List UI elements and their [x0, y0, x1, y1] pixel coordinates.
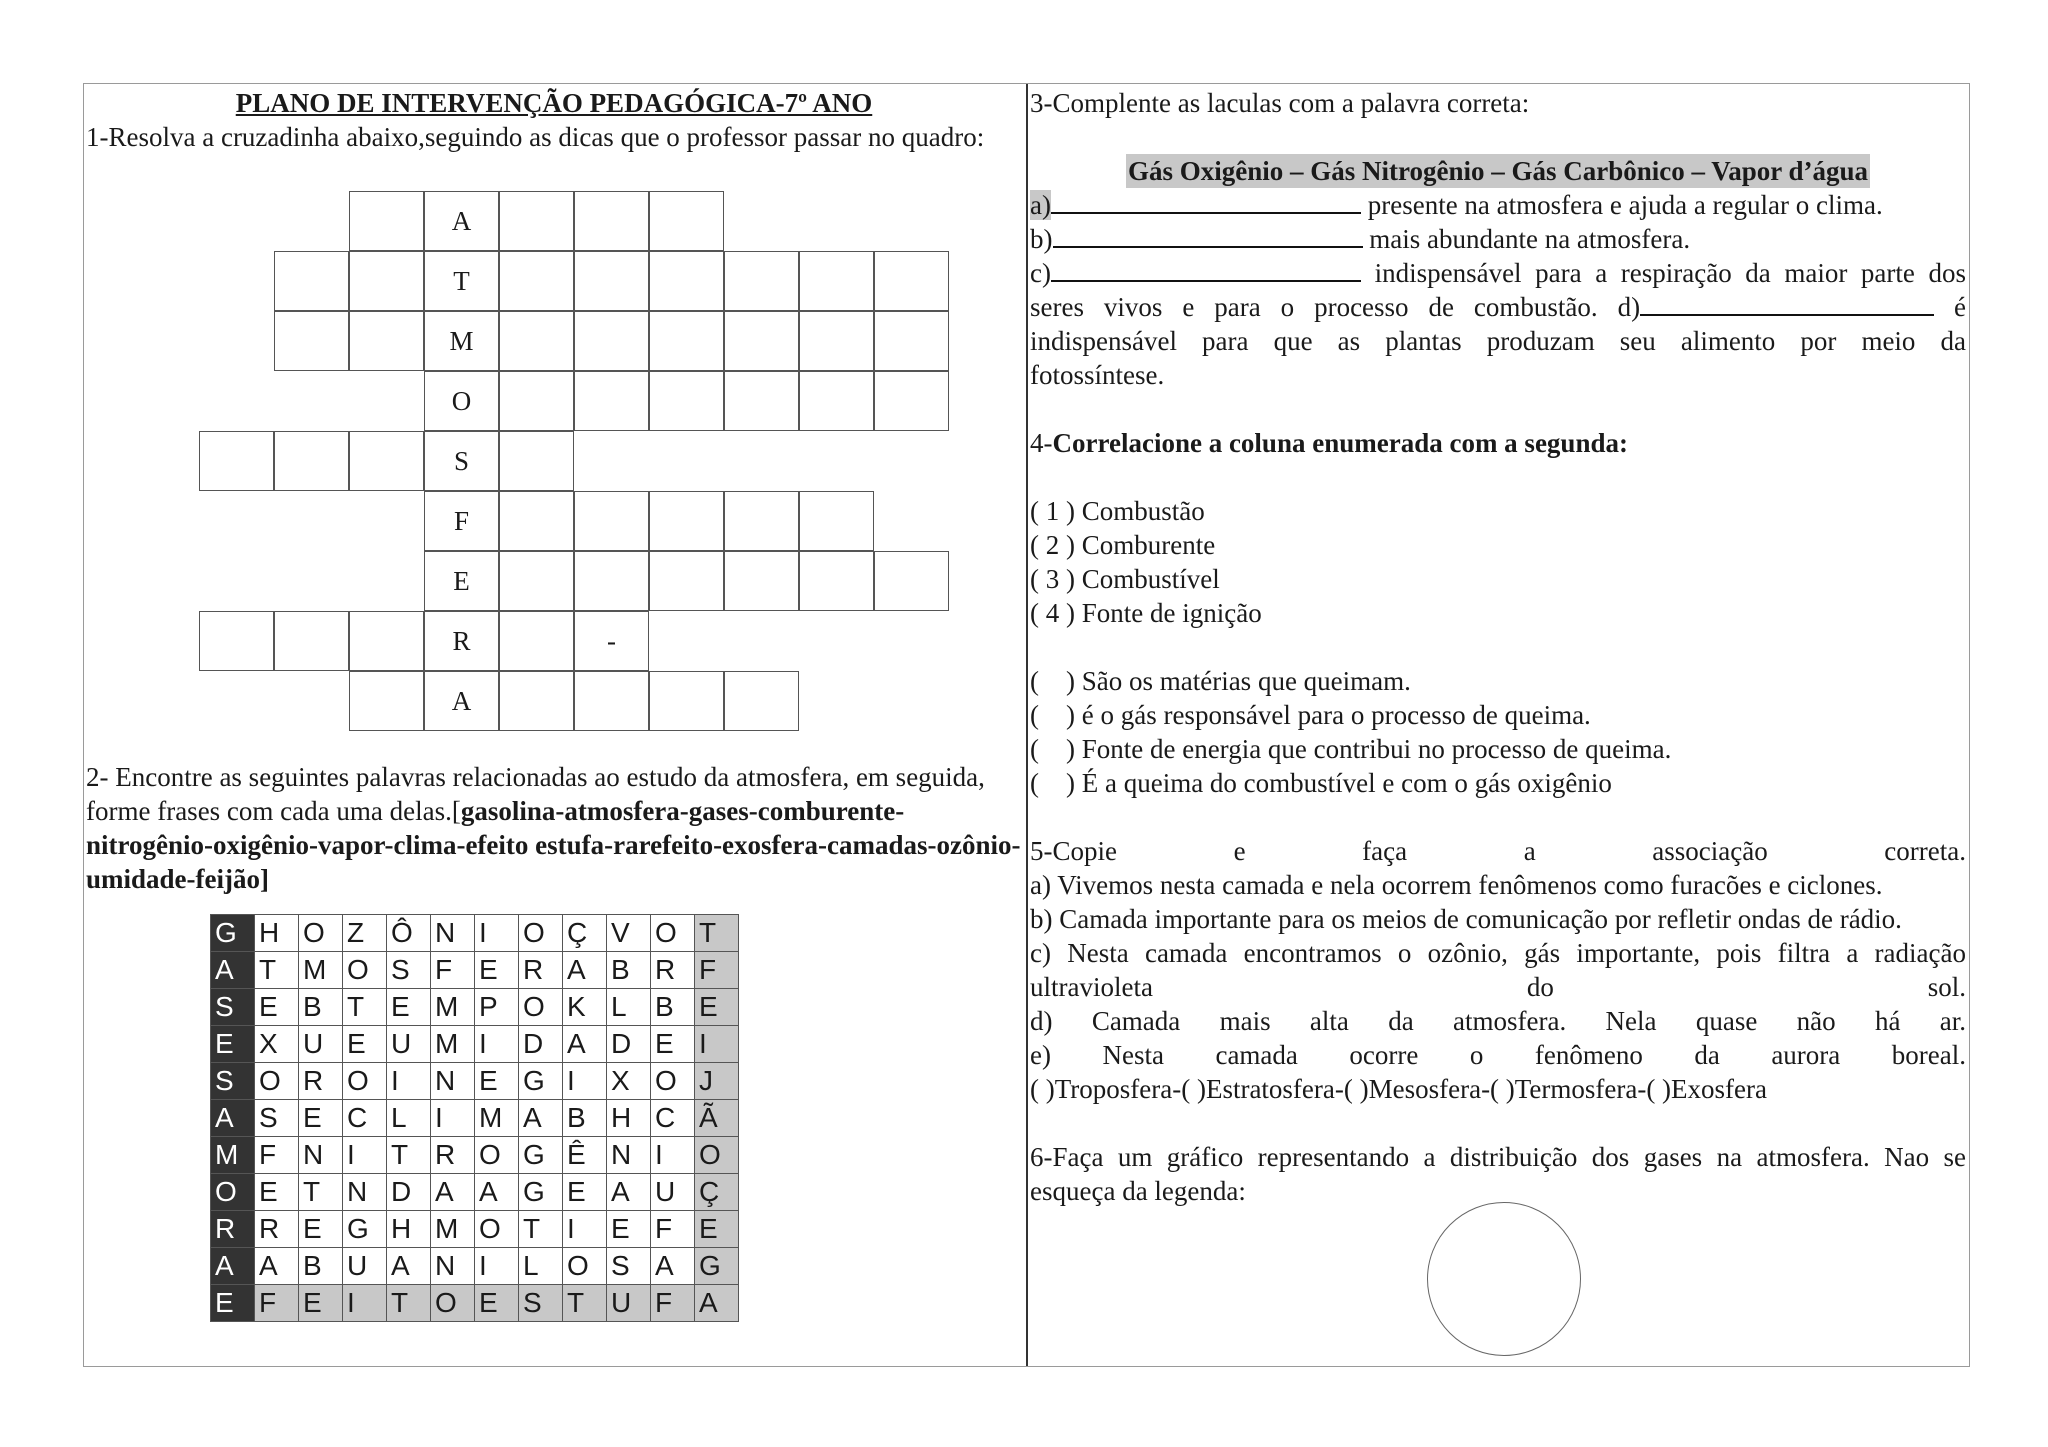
word-search-cell[interactable]: A — [211, 952, 255, 989]
word-search-cell[interactable]: N — [431, 1063, 475, 1100]
crossword-key-cell[interactable]: A — [424, 671, 499, 731]
crossword-cell[interactable] — [499, 611, 574, 671]
word-search-cell[interactable]: E — [211, 1026, 255, 1063]
word-search-cell[interactable]: R — [299, 1063, 343, 1100]
word-search-cell[interactable]: B — [651, 989, 695, 1026]
crossword-key-cell[interactable]: T — [424, 251, 499, 311]
word-search-cell[interactable]: M — [475, 1100, 519, 1137]
question-2-intro: 2- Encontre as seguintes palavras relacionadas ao estudo da atmosfera, em seguida, forme frases com cada uma delas.[ — [86, 762, 985, 826]
crossword-cell[interactable] — [499, 251, 574, 311]
word-search-cell[interactable]: O — [563, 1248, 607, 1285]
question-4-item: ( 4 ) Fonte de ignição — [1030, 598, 1262, 628]
word-search-cell[interactable]: Z — [343, 915, 387, 952]
word-search-cell[interactable]: A — [651, 1248, 695, 1285]
word-search-cell[interactable]: E — [255, 989, 299, 1026]
word-search-cell[interactable]: A — [475, 1174, 519, 1211]
question-4-answer: ( ) Fonte de energia que contribui no processo de queima. — [1030, 734, 1672, 764]
word-search-cell[interactable]: I — [387, 1063, 431, 1100]
word-search-cell[interactable]: B — [299, 989, 343, 1026]
crossword-cell[interactable] — [874, 251, 949, 311]
word-search-cell[interactable]: X — [255, 1026, 299, 1063]
crossword-cell[interactable] — [349, 191, 424, 251]
crossword-key-cell[interactable]: M — [424, 311, 499, 371]
word-search-cell[interactable]: T — [387, 1137, 431, 1174]
word-search-cell[interactable]: O — [343, 952, 387, 989]
crossword-cell[interactable] — [499, 311, 574, 371]
crossword-cell[interactable] — [499, 491, 574, 551]
word-search-cell[interactable]: E — [299, 1285, 343, 1322]
word-search-cell[interactable]: G — [211, 915, 255, 952]
pie-chart-circle — [1427, 1202, 1581, 1356]
crossword-cell[interactable] — [799, 551, 874, 611]
word-search-cell[interactable]: Ô — [387, 915, 431, 952]
question-5-layers: ( )Troposfera-( )Estratosfera-( )Mesosfera-( )Termosfera-( )Exosfera — [1030, 1074, 1768, 1104]
word-search-cell[interactable]: O — [651, 1063, 695, 1100]
word-search-cell[interactable]: E — [475, 1285, 519, 1322]
word-search-cell[interactable]: S — [519, 1285, 563, 1322]
crossword-key-cell[interactable]: O — [424, 371, 499, 431]
word-search-cell[interactable]: O — [255, 1063, 299, 1100]
word-search-cell[interactable]: L — [607, 989, 651, 1026]
word-search-cell[interactable]: N — [299, 1137, 343, 1174]
crossword-cell[interactable] — [724, 491, 799, 551]
crossword-cell[interactable] — [199, 431, 274, 491]
word-search-cell[interactable]: G — [519, 1137, 563, 1174]
crossword-cell[interactable] — [499, 551, 574, 611]
word-search-cell[interactable]: N — [343, 1174, 387, 1211]
word-search-row — [211, 1137, 739, 1174]
column-divider — [1026, 84, 1028, 1366]
word-search-cell[interactable]: U — [651, 1174, 695, 1211]
word-search-cell[interactable]: Ê — [563, 1137, 607, 1174]
word-search-cell[interactable]: I — [695, 1026, 739, 1063]
word-search-cell[interactable]: N — [431, 1248, 475, 1285]
crossword-cell[interactable] — [724, 671, 799, 731]
question-3-b: b) mais abundante na atmosfera. — [1030, 224, 1691, 254]
word-search-cell[interactable]: I — [475, 1248, 519, 1285]
word-search-cell[interactable]: T — [299, 1174, 343, 1211]
word-search-cell[interactable]: A — [607, 1174, 651, 1211]
word-search-cell[interactable]: B — [607, 952, 651, 989]
word-search-cell[interactable]: O — [343, 1063, 387, 1100]
word-search-cell[interactable]: I — [563, 1063, 607, 1100]
left-column — [86, 86, 1022, 154]
word-search-cell[interactable]: M — [211, 1137, 255, 1174]
crossword-cell[interactable] — [199, 611, 274, 671]
word-search-cell[interactable]: E — [695, 989, 739, 1026]
crossword-cell[interactable] — [649, 551, 724, 611]
word-search-cell[interactable]: E — [387, 989, 431, 1026]
word-search-cell[interactable]: A — [211, 1100, 255, 1137]
crossword-cell[interactable] — [799, 251, 874, 311]
word-search-cell[interactable]: S — [211, 989, 255, 1026]
word-search-cell[interactable]: G — [695, 1248, 739, 1285]
question-5-a: a) Vivemos nesta camada e nela ocorrem fenômenos como furacões e ciclones. — [1030, 870, 1883, 900]
word-search-cell[interactable]: O — [475, 1211, 519, 1248]
word-search-cell[interactable]: F — [431, 952, 475, 989]
crossword-cell[interactable] — [499, 431, 574, 491]
question-4-items — [1030, 494, 1966, 630]
word-search-cell[interactable]: D — [519, 1026, 563, 1063]
word-search-cell[interactable]: E — [651, 1026, 695, 1063]
word-search-row — [211, 989, 739, 1026]
word-search-cell[interactable]: O — [431, 1285, 475, 1322]
question-4-answers — [1030, 664, 1966, 800]
question-4-item: ( 2 ) Comburente — [1030, 530, 1216, 560]
word-search-cell[interactable]: U — [343, 1248, 387, 1285]
word-search-cell[interactable]: F — [255, 1137, 299, 1174]
word-search-cell[interactable]: X — [607, 1063, 651, 1100]
crossword-cell[interactable] — [874, 311, 949, 371]
word-search-cell[interactable]: R — [255, 1211, 299, 1248]
word-search-cell[interactable]: T — [387, 1285, 431, 1322]
crossword-cell[interactable] — [499, 671, 574, 731]
word-search-cell[interactable]: A — [431, 1174, 475, 1211]
word-search-cell[interactable]: A — [519, 1100, 563, 1137]
word-search-cell[interactable]: D — [607, 1026, 651, 1063]
crossword-cell[interactable] — [499, 371, 574, 431]
question-3-d-line: seres vivos e para o processo de combustão. d) é — [1030, 292, 1966, 322]
word-search-cell[interactable]: R — [651, 952, 695, 989]
word-search-cell[interactable]: O — [475, 1137, 519, 1174]
crossword-cell[interactable] — [349, 671, 424, 731]
crossword-cell[interactable] — [649, 371, 724, 431]
crossword-key-cell[interactable]: F — [424, 491, 499, 551]
question-2-words: gasolina-atmosfera-gases-comburente-nitrogênio-oxigênio-vapor-clima-efeito estufa-rarefeito-exosfera-camadas-ozônio-umidade-feijão] — [86, 796, 1021, 894]
crossword-cell[interactable] — [724, 251, 799, 311]
question-6: 6-Faça um gráfico representando a distribuição dos gases na atmosfera. Nao se esqueça da legenda: — [1030, 1142, 1966, 1206]
word-search-cell[interactable]: R — [431, 1137, 475, 1174]
word-search-cell[interactable]: A — [563, 1026, 607, 1063]
crossword-cell[interactable] — [649, 311, 724, 371]
word-search-cell[interactable]: O — [299, 915, 343, 952]
crossword-cell[interactable] — [574, 311, 649, 371]
word-search-cell[interactable]: R — [211, 1211, 255, 1248]
word-search-cell[interactable]: E — [475, 1063, 519, 1100]
crossword-cell[interactable] — [799, 371, 874, 431]
question-2 — [86, 760, 1022, 896]
word-search-cell[interactable]: A — [695, 1285, 739, 1322]
word-search-cell[interactable]: S — [387, 952, 431, 989]
word-search-cell[interactable]: T — [519, 1211, 563, 1248]
word-search-cell[interactable]: G — [519, 1174, 563, 1211]
crossword-cell[interactable] — [874, 371, 949, 431]
word-search-cell[interactable]: L — [387, 1100, 431, 1137]
question-4-answer: ( ) É a queima do combustível e com o gás oxigênio — [1030, 768, 1612, 798]
word-search-cell[interactable]: F — [651, 1211, 695, 1248]
question-4-item: ( 1 ) Combustão — [1030, 496, 1205, 526]
crossword-cell[interactable] — [649, 251, 724, 311]
word-search-row — [211, 1211, 739, 1248]
word-search-cell[interactable]: G — [519, 1063, 563, 1100]
crossword-cell[interactable] — [724, 311, 799, 371]
crossword-cell[interactable] — [649, 191, 724, 251]
crossword-cell[interactable] — [649, 671, 724, 731]
word-search-cell[interactable]: H — [255, 915, 299, 952]
word-search-cell[interactable]: M — [431, 1211, 475, 1248]
word-search-cell[interactable]: J — [695, 1063, 739, 1100]
right-column: 3-Complente as laculas com a palavra correta: Gás Oxigênio – Gás Nitrogênio – Gás Carbônico – Vapor d’água a) presente na atmosfera e ajuda a regular o clima. b) mais abundante na atmosfera. c) indispensável para a respiração da maior parte dos seres vivos e para o processo de combustão. d) é indispensável para que as plantas produzam seu alimento por meio da fotossíntese. 4-Correlacione a coluna enumerada com a segunda: ( 1 ) Combustão ( 2 ) Comburente ( 3 ) Combustível ( 4 ) Fonte de ignição ( ) São os matérias que queimam. ( ) é o gás responsável para o processo de queima. ( ) Fonte de energia que contribui no processo de queima. ( ) É a queima do combustível e com o gás oxigênio 5-Copie e faça a associação correta. a) Vivemos nesta camada e nela ocorrem fenômenos como furacões e ciclones. b) Camada importante para os meios de comunicação por refletir ondas de rádio. c) Nesta camada encontramos o ozônio, gás importante, pois filtra a radiação ultravioleta do sol. d) Camada mais alta da atmosfera. Nela quase não há ar. e) Nesta camada ocorre o fenômeno da aurora boreal. ( )Troposfera-( )Estratosfera-( )Mesosfera-( )Termosfera-( )Exosfera 6-Faça um gráfico representando a distribuição dos gases na atmosfera. Nao se esqueça da legenda: — [1030, 88, 1966, 1206]
page-title: PLANO DE INTERVENÇÃO PEDAGÓGICA-7º ANO — [235, 88, 873, 118]
word-search-cell[interactable]: C — [651, 1100, 695, 1137]
word-search-cell[interactable]: E — [299, 1100, 343, 1137]
crossword-cell[interactable] — [574, 551, 649, 611]
word-search-cell[interactable]: L — [519, 1248, 563, 1285]
word-search-cell[interactable]: I — [651, 1137, 695, 1174]
word-search-cell[interactable]: E — [607, 1211, 651, 1248]
question-3-c: c) indispensável para a respiração da maior parte dos — [1030, 258, 1966, 288]
gas-options: Gás Oxigênio – Gás Nitrogênio – Gás Carbônico – Vapor d’água — [1127, 156, 1869, 186]
crossword-cell[interactable] — [349, 251, 424, 311]
word-search-cell[interactable]: V — [607, 915, 651, 952]
question-5-e: e) Nesta camada ocorre o fenômeno da aurora boreal. — [1030, 1040, 1966, 1070]
crossword-key-cell[interactable]: E — [424, 551, 499, 611]
word-search-cell[interactable]: Ã — [695, 1100, 739, 1137]
question-1: 1-Resolva a cruzadinha abaixo,seguindo as dicas que o professor passar no quadro: — [86, 122, 985, 152]
crossword-cell[interactable] — [724, 371, 799, 431]
crossword-cell[interactable] — [799, 491, 874, 551]
word-search-cell[interactable]: I — [343, 1137, 387, 1174]
crossword-cell[interactable] — [799, 311, 874, 371]
crossword-key-cell[interactable]: S — [424, 431, 499, 491]
word-search-cell[interactable]: R — [519, 952, 563, 989]
word-search-cell[interactable]: T — [695, 915, 739, 952]
word-search-row — [211, 1063, 739, 1100]
question-4-item: ( 3 ) Combustível — [1030, 564, 1220, 594]
word-search-cell[interactable]: T — [563, 1285, 607, 1322]
word-search-cell[interactable]: Ç — [695, 1174, 739, 1211]
word-search-cell[interactable]: E — [255, 1174, 299, 1211]
word-search-cell[interactable]: S — [255, 1100, 299, 1137]
question-3-title: 3-Complente as laculas com a palavra correta: — [1030, 88, 1530, 118]
word-search-cell[interactable]: O — [695, 1137, 739, 1174]
crossword-cell[interactable] — [649, 491, 724, 551]
crossword-cell[interactable] — [574, 671, 649, 731]
crossword-cell[interactable] — [274, 431, 349, 491]
question-5-title: 5-Copie e faça a associação correta. — [1030, 836, 1966, 866]
word-search-grid — [210, 914, 739, 1322]
word-search-cell[interactable]: S — [607, 1248, 651, 1285]
word-search-cell[interactable]: P — [475, 989, 519, 1026]
word-search-cell[interactable]: A — [563, 952, 607, 989]
word-search-cell[interactable]: H — [387, 1211, 431, 1248]
word-search-cell[interactable]: S — [211, 1063, 255, 1100]
word-search-cell[interactable]: D — [387, 1174, 431, 1211]
word-search-cell[interactable]: F — [695, 952, 739, 989]
word-search-cell[interactable]: O — [519, 915, 563, 952]
word-search-cell[interactable]: F — [651, 1285, 695, 1322]
word-search-cell[interactable]: M — [431, 1026, 475, 1063]
crossword-cell[interactable] — [349, 311, 424, 371]
word-search-cell[interactable]: A — [255, 1248, 299, 1285]
word-search-cell[interactable]: B — [299, 1248, 343, 1285]
question-4-title: 4-Correlacione a coluna enumerada com a segunda: — [1030, 428, 1628, 458]
word-search-cell[interactable]: I — [563, 1211, 607, 1248]
crossword-cell[interactable]: - — [574, 611, 649, 671]
question-2-text — [86, 760, 1022, 896]
word-search-cell[interactable]: I — [343, 1285, 387, 1322]
word-search-cell[interactable]: M — [299, 952, 343, 989]
crossword-cell[interactable] — [274, 251, 349, 311]
word-search-cell[interactable]: U — [387, 1026, 431, 1063]
crossword-cell[interactable] — [274, 611, 349, 671]
word-search-row — [211, 1100, 739, 1137]
question-4-answer: ( ) é o gás responsável para o processo de queima. — [1030, 700, 1591, 730]
word-search-cell[interactable]: E — [475, 952, 519, 989]
word-search-cell[interactable]: O — [519, 989, 563, 1026]
question-3-a: a) presente na atmosfera e ajuda a regular o clima. — [1030, 190, 1883, 220]
word-search-cell[interactable]: N — [431, 915, 475, 952]
question-5-c-cont: ultravioleta do sol. — [1030, 972, 1966, 1002]
word-search-cell[interactable]: N — [607, 1137, 651, 1174]
word-search-row — [211, 915, 739, 952]
word-search-cell[interactable]: U — [607, 1285, 651, 1322]
word-search-cell[interactable]: M — [431, 989, 475, 1026]
crossword-cell[interactable] — [349, 431, 424, 491]
word-search-cell[interactable]: U — [299, 1026, 343, 1063]
word-search-cell[interactable]: I — [431, 1100, 475, 1137]
word-search-cell[interactable]: Ç — [563, 915, 607, 952]
word-search-cell[interactable]: T — [255, 952, 299, 989]
crossword-cell[interactable] — [274, 311, 349, 371]
word-search-cell[interactable]: K — [563, 989, 607, 1026]
word-search-cell[interactable]: A — [211, 1248, 255, 1285]
word-search-cell[interactable]: E — [695, 1211, 739, 1248]
word-search-cell[interactable]: C — [343, 1100, 387, 1137]
word-search-cell[interactable]: E — [299, 1211, 343, 1248]
word-search-cell[interactable]: B — [563, 1100, 607, 1137]
word-search-cell[interactable]: O — [651, 915, 695, 952]
crossword-cell[interactable] — [499, 191, 574, 251]
word-search-cell[interactable]: G — [343, 1211, 387, 1248]
word-search-row — [211, 1285, 739, 1322]
word-search-cell[interactable]: T — [343, 989, 387, 1026]
crossword-cell[interactable] — [574, 371, 649, 431]
crossword-cell[interactable] — [574, 491, 649, 551]
crossword-cell[interactable] — [874, 551, 949, 611]
question-5-c: c) Nesta camada encontramos o ozônio, gás importante, pois filtra a radiação — [1030, 938, 1966, 968]
word-search-row — [211, 952, 739, 989]
crossword-key-cell[interactable]: R — [424, 611, 499, 671]
word-search-row — [211, 1174, 739, 1211]
word-search-cell[interactable]: I — [475, 1026, 519, 1063]
word-search-cell[interactable]: A — [387, 1248, 431, 1285]
word-search-row — [211, 1026, 739, 1063]
word-search-cell[interactable]: F — [255, 1285, 299, 1322]
word-search-cell[interactable]: E — [343, 1026, 387, 1063]
question-5-d: d) Camada mais alta da atmosfera. Nela quase não há ar. — [1030, 1006, 1966, 1036]
word-search-cell[interactable]: E — [211, 1285, 255, 1322]
question-4-answer: ( ) São os matérias que queimam. — [1030, 666, 1411, 696]
crossword-cell[interactable] — [574, 191, 649, 251]
word-search-cell[interactable]: E — [563, 1174, 607, 1211]
word-search-cell[interactable]: O — [211, 1174, 255, 1211]
word-search-cell[interactable]: H — [607, 1100, 651, 1137]
crossword-cell[interactable] — [574, 251, 649, 311]
crossword-key-cell[interactable]: A — [424, 191, 499, 251]
crossword-cell[interactable] — [349, 611, 424, 671]
word-search-row — [211, 1248, 739, 1285]
crossword-cell[interactable] — [724, 551, 799, 611]
question-5-b: b) Camada importante para os meios de comunicação por refletir ondas de rádio. — [1030, 904, 1902, 934]
word-search-cell[interactable]: I — [475, 915, 519, 952]
